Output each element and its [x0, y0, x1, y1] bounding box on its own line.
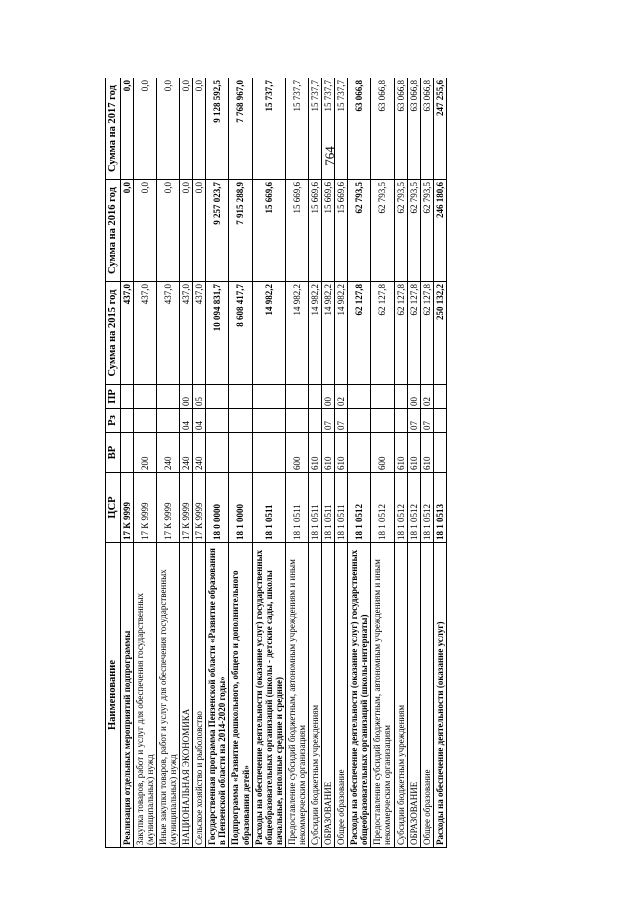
cell-pr: [206, 385, 229, 409]
cell-sum-2015: 8 608 417,7: [229, 282, 252, 385]
cell-sum-2017: 7 768 967,0: [229, 78, 252, 180]
cell-sum-2017: 63 066,8: [394, 78, 407, 180]
cell-sum-2015: 62 127,8: [407, 282, 420, 385]
cell-name: НАЦИОНАЛЬНАЯ ЭКОНОМИКА: [180, 543, 193, 848]
cell-rz: 04: [193, 409, 206, 433]
cell-sum-2016: 15 669,6: [309, 180, 322, 282]
cell-vr: [229, 433, 252, 473]
cell-pr: 05: [193, 385, 206, 409]
cell-name: Расходы на обеспечение деятельности (оказание услуг) государственных общеобразовательных организаций (школы - детские сады, школы начальные, неполные средние и средние): [252, 543, 285, 848]
cell-sum-2016: 62 793,5: [348, 180, 371, 282]
cell-vr: 610: [322, 433, 335, 473]
cell-sum-2015: 14 982,2: [309, 282, 322, 385]
rotated-page: [105, 78, 550, 848]
table-row: [252, 78, 285, 848]
cell-csr: 18 1 0000: [229, 473, 252, 543]
cell-vr: 240: [156, 433, 179, 473]
cell-name: Расходы на обеспечение деятельности (оказание услуг): [433, 543, 446, 848]
cell-sum-2017: 15 737,7: [335, 78, 348, 180]
cell-vr: 200: [133, 433, 156, 473]
cell-name: Закупка товаров, работ и услуг для обеспечения государственных (муниципальных) нужд: [133, 543, 156, 848]
cell-rz: [252, 409, 285, 433]
table-row: [309, 78, 322, 848]
cell-sum-2017: 15 737,7: [252, 78, 285, 180]
cell-vr: 240: [193, 433, 206, 473]
cell-sum-2017: 63 066,8: [348, 78, 371, 180]
cell-name: Государственная программа Пензенской области «Развитие образования в Пензенской области на 2014-2020 годы»: [206, 543, 229, 848]
table-row: [420, 78, 433, 848]
cell-sum-2016: 62 793,5: [420, 180, 433, 282]
cell-sum-2017: 0,0: [180, 78, 193, 180]
cell-name: Общее образование: [420, 543, 433, 848]
table-row: [133, 78, 156, 848]
cell-sum-2015: 437,0: [180, 282, 193, 385]
cell-csr: 18 1 0512: [420, 473, 433, 543]
cell-csr: 18 1 0512: [348, 473, 371, 543]
cell-sum-2016: 0,0: [133, 180, 156, 282]
cell-sum-2016: 15 669,6: [252, 180, 285, 282]
cell-sum-2016: 246 180,6: [433, 180, 446, 282]
cell-csr: 17 К 9999: [133, 473, 156, 543]
cell-csr: 18 1 0512: [371, 473, 394, 543]
cell-name: Иные закупки товаров, работ и услуг для обеспечения государственных (муниципальных) нужд: [156, 543, 179, 848]
cell-sum-2017: 15 737,7: [309, 78, 322, 180]
cell-sum-2015: 14 982,2: [335, 282, 348, 385]
table-row: [229, 78, 252, 848]
cell-sum-2017: 0,0: [120, 78, 133, 180]
table-row: [371, 78, 394, 848]
header-rz: Рз: [106, 409, 121, 433]
cell-rz: [156, 409, 179, 433]
cell-name: Предоставление субсидий бюджетным, автономным учреждениям и иным некоммерческим организациям: [285, 543, 308, 848]
cell-vr: [120, 433, 133, 473]
cell-pr: [433, 385, 446, 409]
cell-rz: 07: [335, 409, 348, 433]
cell-sum-2015: 62 127,8: [371, 282, 394, 385]
cell-sum-2016: 15 669,6: [335, 180, 348, 282]
cell-pr: 02: [420, 385, 433, 409]
header-csr: ЦСР: [106, 473, 121, 543]
cell-pr: 00: [180, 385, 193, 409]
cell-csr: 18 1 0511: [285, 473, 308, 543]
cell-csr: 18 0 0000: [206, 473, 229, 543]
table-row: [156, 78, 179, 848]
header-pr: ПР: [106, 385, 121, 409]
header-sum-2017: Сумма на 2017 год: [106, 78, 121, 180]
cell-vr: 600: [285, 433, 308, 473]
cell-rz: [394, 409, 407, 433]
cell-csr: 18 1 0511: [309, 473, 322, 543]
cell-sum-2015: 14 982,2: [285, 282, 308, 385]
cell-csr: 18 1 0511: [335, 473, 348, 543]
table-row: [322, 78, 335, 848]
cell-pr: [285, 385, 308, 409]
cell-vr: 610: [309, 433, 322, 473]
cell-sum-2017: 63 066,8: [420, 78, 433, 180]
table-row: [206, 78, 229, 848]
table-row: [433, 78, 446, 848]
header-row: [106, 78, 121, 848]
cell-csr: 18 1 0511: [322, 473, 335, 543]
cell-vr: [348, 433, 371, 473]
cell-sum-2016: 15 669,6: [322, 180, 335, 282]
page-number: 764: [322, 146, 337, 166]
cell-vr: [433, 433, 446, 473]
cell-sum-2016: 15 669,6: [285, 180, 308, 282]
cell-name: Сельское хозяйство и рыболовство: [193, 543, 206, 848]
cell-sum-2016: 9 257 023,7: [206, 180, 229, 282]
cell-vr: 240: [180, 433, 193, 473]
cell-csr: 18 1 0512: [407, 473, 420, 543]
cell-sum-2016: 0,0: [180, 180, 193, 282]
cell-sum-2015: 62 127,8: [348, 282, 371, 385]
cell-sum-2015: 62 127,8: [394, 282, 407, 385]
cell-vr: 610: [407, 433, 420, 473]
cell-csr: 17 К 9999: [120, 473, 133, 543]
cell-pr: 00: [407, 385, 420, 409]
cell-name: Подпрограмма «Развитие дошкольного, общего и дополнительного образования детей»: [229, 543, 252, 848]
header-sum-2015: Сумма на 2015 год: [106, 282, 121, 385]
cell-sum-2017: 63 066,8: [371, 78, 394, 180]
cell-csr: 18 1 0511: [252, 473, 285, 543]
cell-csr: 18 1 0512: [394, 473, 407, 543]
cell-csr: 17 К 9999: [156, 473, 179, 543]
header-vr: ВР: [106, 433, 121, 473]
cell-sum-2015: 14 982,2: [252, 282, 285, 385]
cell-sum-2017: 247 255,6: [433, 78, 446, 180]
cell-vr: 610: [420, 433, 433, 473]
cell-sum-2016: 0,0: [193, 180, 206, 282]
table-row: [407, 78, 420, 848]
table-row: [285, 78, 308, 848]
cell-sum-2015: 437,0: [120, 282, 133, 385]
cell-vr: [206, 433, 229, 473]
cell-pr: [229, 385, 252, 409]
cell-sum-2017: 0,0: [193, 78, 206, 180]
cell-name: Предоставление субсидий бюджетным, автономным учреждениям и иным некоммерческим организациям: [371, 543, 394, 848]
cell-rz: [133, 409, 156, 433]
cell-sum-2016: 0,0: [156, 180, 179, 282]
table-row: [348, 78, 371, 848]
cell-rz: [229, 409, 252, 433]
cell-sum-2016: 62 793,5: [371, 180, 394, 282]
cell-name: Общее образование: [335, 543, 348, 848]
cell-sum-2015: 14 982,2: [322, 282, 335, 385]
table-row: [180, 78, 193, 848]
cell-name: Субсидии бюджетным учреждениям: [309, 543, 322, 848]
cell-csr: 18 1 0513: [433, 473, 446, 543]
table-row: [335, 78, 348, 848]
cell-rz: [371, 409, 394, 433]
table-row: [120, 78, 133, 848]
table-body: [120, 78, 446, 848]
cell-sum-2015: 10 094 831,7: [206, 282, 229, 385]
cell-rz: [285, 409, 308, 433]
cell-vr: [252, 433, 285, 473]
cell-pr: [309, 385, 322, 409]
header-sum-2016: Сумма на 2016 год: [106, 180, 121, 282]
cell-rz: [348, 409, 371, 433]
cell-pr: [120, 385, 133, 409]
budget-table: [105, 78, 447, 848]
cell-rz: [433, 409, 446, 433]
cell-pr: 00: [322, 385, 335, 409]
cell-pr: [394, 385, 407, 409]
cell-rz: 07: [420, 409, 433, 433]
cell-pr: [156, 385, 179, 409]
cell-name: Реализация отдельных мероприятий подпрограммы: [120, 543, 133, 848]
cell-sum-2016: 0,0: [120, 180, 133, 282]
cell-rz: [206, 409, 229, 433]
cell-rz: 04: [180, 409, 193, 433]
cell-name: ОБРАЗОВАНИЕ: [322, 543, 335, 848]
cell-sum-2017: 15 737,7: [322, 78, 335, 180]
cell-vr: 600: [371, 433, 394, 473]
cell-rz: [120, 409, 133, 433]
header-name: Наименование: [106, 543, 121, 848]
cell-pr: [348, 385, 371, 409]
cell-name: Субсидии бюджетным учреждениям: [394, 543, 407, 848]
table-row: [394, 78, 407, 848]
cell-vr: 610: [335, 433, 348, 473]
cell-sum-2017: 63 066,8: [407, 78, 420, 180]
cell-pr: 02: [335, 385, 348, 409]
cell-csr: 17 К 9999: [193, 473, 206, 543]
cell-name: Расходы на обеспечение деятельности (оказание услуг) государственных общеобразовательных организаций (школы-интернаты): [348, 543, 371, 848]
cell-sum-2015: 437,0: [193, 282, 206, 385]
cell-sum-2015: 437,0: [133, 282, 156, 385]
cell-sum-2015: 250 132,2: [433, 282, 446, 385]
cell-pr: [252, 385, 285, 409]
cell-rz: 07: [407, 409, 420, 433]
cell-sum-2017: 0,0: [133, 78, 156, 180]
budget-table-wrapper: [105, 78, 550, 848]
cell-sum-2017: 0,0: [156, 78, 179, 180]
cell-sum-2016: 62 793,5: [407, 180, 420, 282]
cell-sum-2015: 437,0: [156, 282, 179, 385]
cell-vr: 610: [394, 433, 407, 473]
cell-name: ОБРАЗОВАНИЕ: [407, 543, 420, 848]
table-row: [193, 78, 206, 848]
cell-sum-2015: 62 127,8: [420, 282, 433, 385]
cell-rz: 07: [322, 409, 335, 433]
cell-sum-2017: 15 737,7: [285, 78, 308, 180]
cell-csr: 17 К 9999: [180, 473, 193, 543]
cell-rz: [309, 409, 322, 433]
cell-sum-2016: 62 793,5: [394, 180, 407, 282]
cell-sum-2017: 9 128 592,5: [206, 78, 229, 180]
cell-pr: [133, 385, 156, 409]
cell-pr: [371, 385, 394, 409]
cell-sum-2016: 7 915 288,9: [229, 180, 252, 282]
